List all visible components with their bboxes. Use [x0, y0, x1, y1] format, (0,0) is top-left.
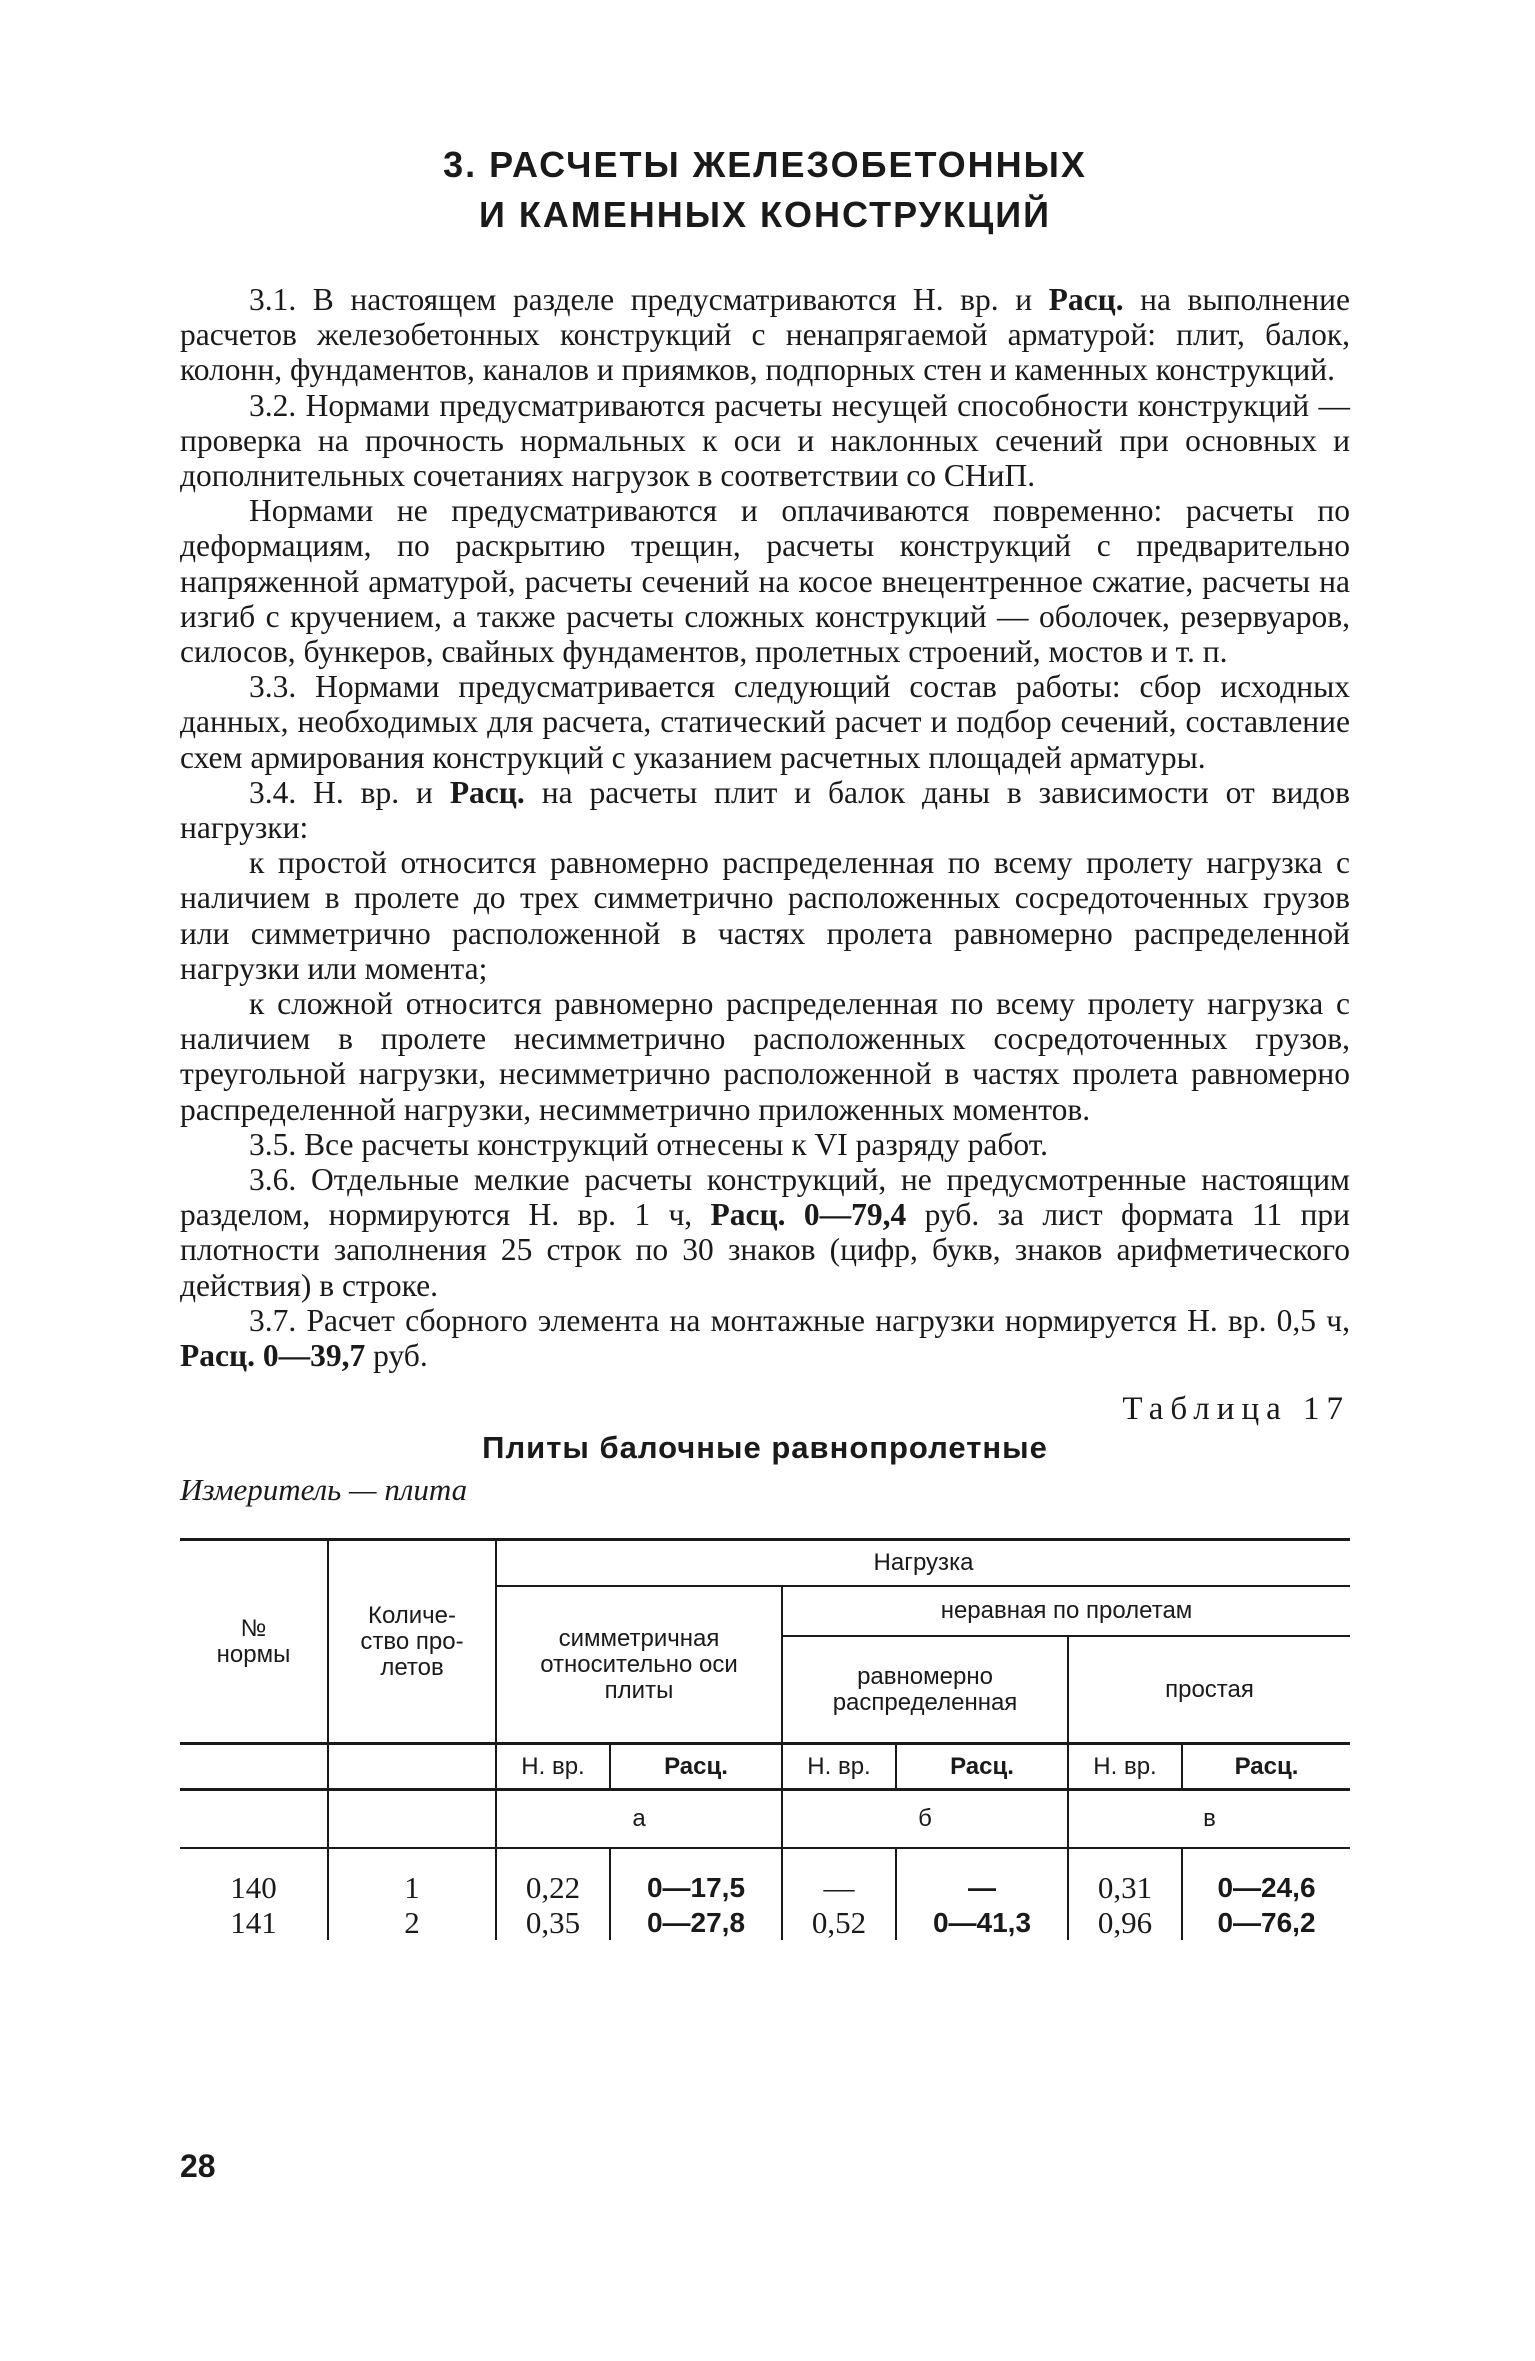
spacer-cell [896, 1848, 1068, 1870]
page-content [180, 140, 1350, 1940]
header-b-nvr: Н. вр. [782, 1744, 896, 1790]
header-symmetric: симметричная относительно оси плиты [496, 1586, 782, 1744]
spacer-cell [610, 1848, 782, 1870]
section-title [180, 140, 1350, 240]
header-spacer [180, 1790, 328, 1848]
cell-a-nvr: 0,35 [496, 1905, 610, 1940]
paragraph-3-5 [180, 1127, 1350, 1162]
header-uniform: равномерно распределенная [782, 1636, 1068, 1744]
paragraph-text: на расчеты плит и балок даны в зависимости от видов нагрузки: [180, 774, 1350, 846]
paragraph-text: Все расчеты конструкций отнесены к VI разряду работ. [296, 1126, 1049, 1162]
paragraph-text: Н. вр. и [296, 774, 450, 810]
paragraph-text: на выполнение расчетов железобетонных конструкций с ненапрягаемой арматурой: плит, балок, колонн, фундаментов, каналов и приямков, подпорных стен и каменных конструкций. [180, 282, 1350, 388]
cell-v-nvr: 0,31 [1068, 1870, 1182, 1905]
spacer-cell [328, 1848, 496, 1870]
clause-number: 3.3. [249, 669, 297, 705]
clause-number: 3.2. [249, 387, 297, 423]
paragraph-text: В настоящем разделе предусматриваются Н. вр. и [296, 282, 1049, 317]
spacer-cell [180, 1848, 328, 1870]
paragraph-3-7 [180, 1303, 1350, 1373]
cell-v-rasc: 0—24,6 [1217, 1871, 1316, 1903]
column-a-label: а [496, 1790, 782, 1848]
header-b-rasc: Расц. [896, 1744, 1068, 1790]
cell-norm: 141 [180, 1905, 328, 1940]
header-a-rasc: Расц. [610, 1744, 782, 1790]
clause-number: 3.7. [249, 1302, 297, 1338]
table-caption: Таблица 17 [1122, 1391, 1350, 1428]
header-a-nvr: Н. вр. [496, 1744, 610, 1790]
page-number: 28 [180, 2148, 216, 2184]
header-norm-number: № нормы [180, 1540, 328, 1744]
spacer-cell [1068, 1848, 1182, 1870]
clause-number: 3.6. [249, 1162, 297, 1198]
paragraph-bold: Расц. [449, 774, 525, 810]
clause-number: 3.5. [249, 1126, 297, 1162]
paragraph-bold: Расц. 0—79,4 [710, 1197, 907, 1233]
cell-v-rasc: 0—76,2 [1217, 1906, 1316, 1938]
header-uneven-spans: неравная по пролетам [782, 1586, 1350, 1636]
paragraph-3-4-simple-load: к простой относится равномерно распределенная по всему пролету нагрузка с наличием в пролете до трех симметрично расположенных сосредоточенных грузов или симметрично расположенной в частях пролета равномерно распределенной нагрузки или момента; [180, 845, 1350, 986]
table-measure-unit: Измеритель — плита [180, 1472, 468, 1508]
cell-b-rasc: 0—41,3 [896, 1905, 1068, 1940]
cell-b-rasc: — [896, 1870, 1068, 1905]
paragraph-text: Отдельные мелкие расчеты конструкций, не предусмотренные настоящим разделом, нормируются Н. вр. 1 ч, [180, 1162, 1350, 1233]
table-row [180, 1870, 1350, 1905]
section-title-line1: 3. РАСЧЕТЫ ЖЕЛЕЗОБЕТОННЫХ [443, 144, 1087, 185]
paragraph-text: Расчет сборного элемента на монтажные нагрузки нормируется Н. вр. 0,5 ч, [296, 1302, 1350, 1338]
paragraph-3-6 [180, 1162, 1350, 1303]
header-v-rasc: Расц. [1234, 1752, 1299, 1780]
paragraph-bold: Расц. [1048, 282, 1124, 317]
clause-number: 3.4. [249, 774, 297, 810]
cell-count: 2 [328, 1905, 496, 1940]
header-span-count: Количество пролетов [328, 1540, 496, 1744]
column-v-label: в [1068, 1790, 1350, 1848]
paragraph-text: руб. [365, 1338, 428, 1374]
paragraph-3-4-complex-load: к сложной относится равномерно распределенная по всему пролету нагрузка с наличием в пролете несимметрично расположенных сосредоточенных грузов, треугольной нагрузки, несимметрично расположенной в частях пролета равномерно распределенной нагрузки, несимметрично приложенных моментов. [180, 986, 1350, 1127]
cell-b-nvr: — [782, 1870, 896, 1905]
spacer-cell [1182, 1848, 1350, 1870]
paragraph-text: Нормами предусматриваются расчеты несущей способности конструкций — проверка на прочность нормальных к оси и наклонных сечений при основных и дополнительных сочетаниях нагрузок в соответствии со СНиП. [180, 387, 1350, 494]
paragraph-text: руб. за лист формата 11 при плотности заполнения 25 строк по 30 знаков (цифр, букв, знаков арифметического действия) в строке. [180, 1197, 1350, 1303]
cell-v-nvr: 0,96 [1068, 1905, 1182, 1940]
header-load: Нагрузка [496, 1540, 1350, 1586]
paragraph-text: Нормами предусматривается следующий состав работы: сбор исходных данных, необходимых для расчета, статический расчет и подбор сечений, составление схем армирования конструкций с указанием расчетных площадей арматуры. [180, 669, 1350, 775]
spacer-cell [782, 1848, 896, 1870]
cell-a-nvr: 0,22 [496, 1870, 610, 1905]
paragraph-3-4 [180, 775, 1350, 845]
paragraph-3-2-continued: Нормами не предусматриваются и оплачиваются повременно: расчеты по деформациям, по раскрытию трещин, расчеты конструкций с предварительно напряженной арматурой, расчеты сечений на косое внецентренное сжатие, расчеты на изгиб с кручением, а также расчеты сложных конструкций — оболочек, резервуаров, силосов, бункеров, свайных фундаментов, пролетных строений, мостов и т. п. [180, 493, 1350, 670]
paragraph-3-2 [180, 388, 1350, 494]
cell-a-rasc: 0—17,5 [610, 1870, 782, 1905]
clause-number: 3.1. [249, 282, 297, 317]
header-spacer [180, 1744, 328, 1790]
table-row [180, 1905, 1350, 1940]
section-title-line2: И КАМЕННЫХ КОНСТРУКЦИЙ [478, 194, 1052, 235]
column-b-label: б [782, 1790, 1068, 1848]
cell-count: 1 [328, 1870, 496, 1905]
paragraph-3-3 [180, 669, 1350, 775]
header-spacer [328, 1790, 496, 1848]
paragraph-3-1 [180, 282, 1350, 388]
spacer-cell [496, 1848, 610, 1870]
cell-a-rasc: 0—27,8 [610, 1905, 782, 1940]
header-spacer [328, 1744, 496, 1790]
header-simple: простая [1165, 1675, 1254, 1703]
cell-norm: 140 [180, 1870, 328, 1905]
table-title: Плиты балочные равнопролетные [482, 1430, 1048, 1466]
norms-table [180, 1538, 1350, 1940]
header-v-nvr: Н. вр. [1068, 1744, 1182, 1790]
paragraph-bold: Расц. 0—39,7 [180, 1338, 366, 1374]
cell-b-nvr: 0,52 [782, 1905, 896, 1940]
